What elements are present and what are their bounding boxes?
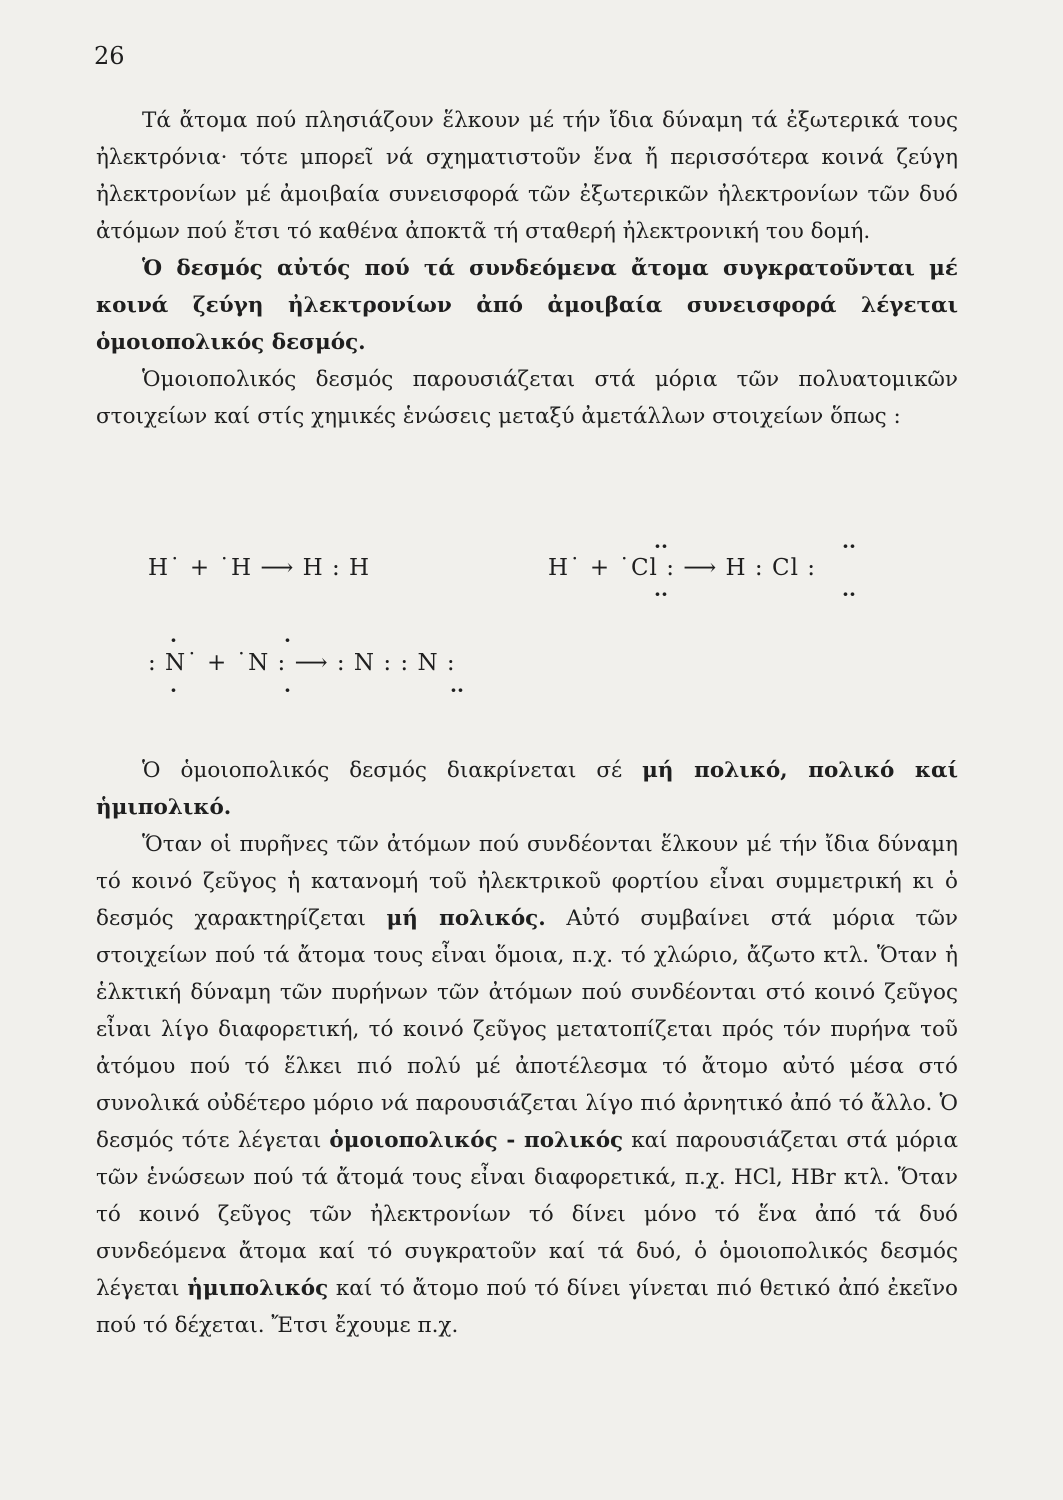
electron-dot-n1-bottom: · — [170, 678, 177, 702]
covalent-bond-definition: Ὁ δεσμός αὐτός πού τά συνδεόμενα ἄτομα συγκρατοῦνται μέ κοινά ζεύγη ἠλεκτρονίων ἀπό ἀμοιβαία συνεισφορά λέγεται ὁμοιοπολικός δεσμός. — [96, 256, 958, 355]
page-number: 26 — [94, 42, 125, 70]
electron-dot-n1-top: · — [170, 628, 177, 652]
electron-dots-n2-bond-bottom: ·· — [450, 678, 464, 702]
paragraph-bond-classification: Ὁ ὁμοιοπολικός δεσμός διακρίνεται σέ μή πολικό, πολικό καί ἡμιπολικό. — [96, 758, 958, 820]
electron-dot-n2-top: · — [284, 628, 291, 652]
equation-hydrogen: H˙ + ˙H ⟶ H : H — [148, 555, 371, 581]
paragraph-covalent-occurrence: Ὁμοιοπολικός δεσμός παρουσιάζεται στά μόρια τῶν πολυατομικῶν στοιχείων καί στίς χημικές ἑνώσεις μεταξύ ἀμετάλλων στοιχείων ὅπως : — [96, 367, 958, 429]
electron-dots-hcl-bottom: ·· — [842, 582, 856, 606]
intro-paragraph-block — [96, 102, 958, 435]
electron-dot-n2-bottom: · — [284, 678, 291, 702]
electron-dots-hcl-top: ·· — [842, 534, 856, 558]
bond-types-block — [96, 752, 958, 1344]
paragraph-electron-sharing: Τά ἄτομα πού πλησιάζουν ἕλκουν μέ τήν ἴδια δύναμη τά ἐξωτερικά τους ἠλεκτρόνια· τότε μπορεῖ νά σχηματιστοῦν ἕνα ἤ περισσότερα κοινά ζεύγη ἠλεκτρονίων μέ ἀμοιβαία συνεισφορά τῶν ἐξωτερικῶν ἠλεκτρονίων τῶν δυό ἀτόμων πού ἔτσι τό καθένα ἀποκτᾶ τή σταθερή ἠλεκτρονική του δομή. — [96, 108, 958, 244]
equation-nitrogen: : N˙ + ˙N : ⟶ : N : : N : — [148, 650, 456, 676]
paragraph-polarity-explanation: Ὅταν οἱ πυρῆνες τῶν ἀτόμων πού συνδέονται ἕλκουν μέ τήν ἴδια δύναμη τό κοινό ζεῦγος ἡ κατανομή τοῦ ἠλεκτρικοῦ φορτίου εἶναι συμμετρική κι ὁ δεσμός χαρακτηρίζεται μή πολικός. Αὐτό συμβαίνει στά μόρια τῶν στοιχείων πού τά ἄτομα τους εἶναι ὅμοια, π.χ. τό χλώριο, ἄζωτο κτλ. Ὅταν ἡ ἑλκτική δύναμη τῶν πυρήνων τῶν ἀτόμων πού συνδέονται στό κοινό ζεῦγος εἶναι λίγο διαφορετική, τό κοινό ζεῦγος μετατοπίζεται πρός τόν πυρήνα τοῦ ἀτόμου πού τό ἕλκει πιό πολύ μέ ἀποτέλεσμα τό ἄτομο αὐτό μέσα στό συνολικά οὐδέτερο μόριο νά παρουσιάζεται λίγο πιό ἀρνητικό ἀπό τό ἄλλο. Ὁ δεσμός τότε λέγεται ὁμοιοπολικός - πολικός καί παρουσιάζεται στά μόρια τῶν ἑνώσεων πού τά ἄτομά τους εἶναι διαφορετικά, π.χ. HCl, HBr κτλ. Ὅταν τό κοινό ζεῦγος τῶν ἠλεκτρονίων τό δίνει μόνο τό ἕνα ἀπό τά δυό συνδεόμενα ἄτομα καί τό συγκρατοῦν καί τά δυό, ὁ ὁμοιοπολικός δεσμός λέγεται ἡμιπολικός καί τό ἄτομο πού τό δίνει γίνεται πιό θετικό ἀπό ἐκεῖνο πού τό δέχεται. Ἔτσι ἔχουμε π.χ. — [96, 832, 958, 1338]
electron-dots-cl-bottom: ·· — [654, 582, 668, 606]
electron-dots-cl-top: ·· — [654, 534, 668, 558]
equation-hydrogen-chloride: H˙ + ˙Cl : ⟶ H : Cl : — [548, 555, 817, 581]
